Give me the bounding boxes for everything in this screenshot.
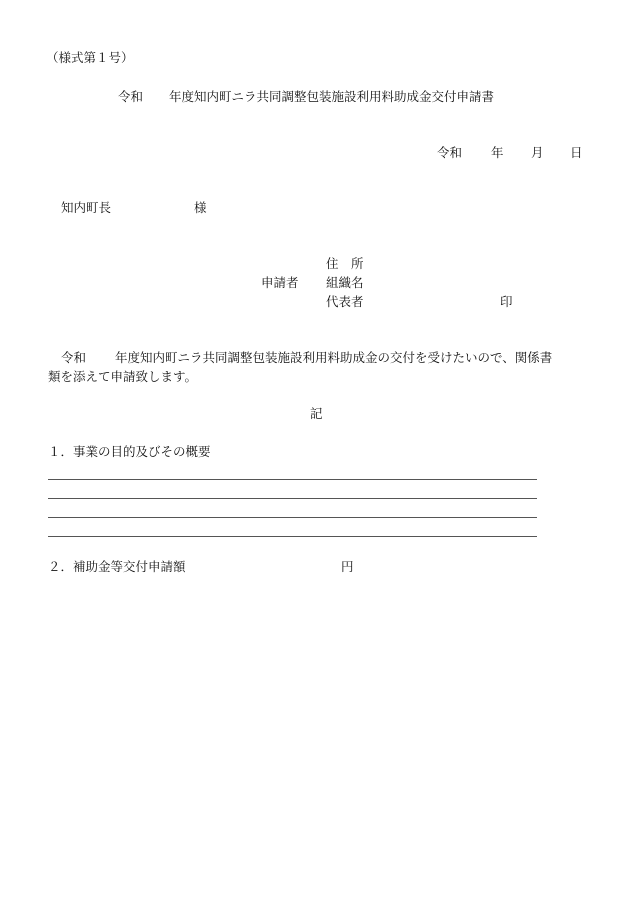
- ki-heading: 記: [310, 406, 323, 421]
- writing-line-3: [48, 517, 537, 518]
- date-day: 日: [570, 145, 583, 160]
- organization-label: 組織名: [326, 275, 364, 290]
- date-era: 令和: [437, 145, 463, 160]
- seal-mark: 印: [500, 294, 513, 309]
- writing-line-1: [48, 479, 537, 480]
- form-number: （様式第１号）: [46, 50, 134, 65]
- address-label: 住 所: [326, 256, 364, 271]
- body-line-2: 類を添えて申請致します。: [48, 369, 198, 384]
- representative-label: 代表者: [326, 294, 364, 309]
- applicant-label: 申請者: [261, 275, 299, 290]
- writing-line-2: [48, 498, 537, 499]
- page-title: 年度知内町ニラ共同調整包装施設利用料助成金交付申請書: [169, 89, 495, 104]
- item-2-label: ２．補助金等交付申請額: [48, 559, 186, 574]
- addressee-honorific: 様: [194, 200, 207, 215]
- body-era: 令和: [61, 350, 87, 365]
- item-1-label: １．事業の目的及びその概要: [48, 444, 211, 459]
- writing-line-4: [48, 536, 537, 537]
- date-month: 月: [531, 145, 544, 160]
- body-line-1: 年度知内町ニラ共同調整包装施設利用料助成金の交付を受けたいので、関係書: [115, 350, 553, 365]
- date-year: 年: [491, 145, 504, 160]
- item-2-unit: 円: [341, 559, 354, 574]
- title-era: 令和: [118, 89, 144, 104]
- addressee-name: 知内町長: [61, 200, 112, 215]
